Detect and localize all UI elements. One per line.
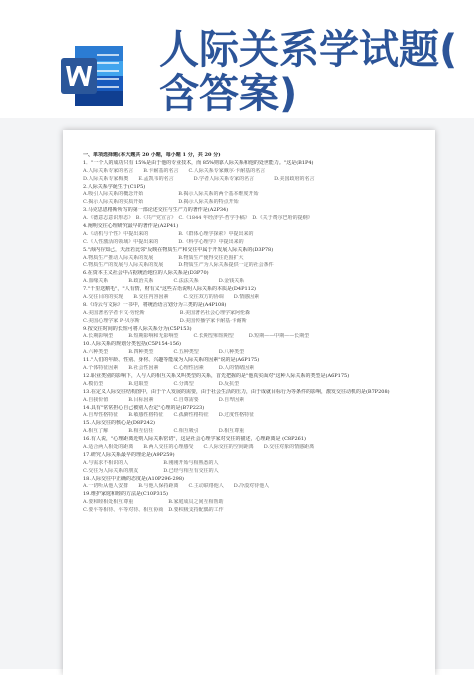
document-title — [159, 28, 459, 116]
question-line: 19.维护家庭和睦的方法是(C10P315) — [83, 491, 168, 498]
question-line: 9.按交往时间的长短可将人际关系分为(C5P153) — [83, 325, 192, 332]
option-line: A.模仿型 B.进取型 C.分离型 D.反抗型 — [83, 380, 240, 387]
section-heading: 一、单项选择题(本大题共 20 小题，每小题 1 分，共 20 分) — [83, 152, 221, 158]
question-line: 8.《诗云与文际》一书中，将统治语言划分为三类的是(A4P108) — [83, 301, 227, 308]
question-line: 13.在定义人际交往结构图中，由于个人发展的需要，由于社会生活的压力，由于成就目标行为等条件的影响，激发交往动机的是(B7P208) — [83, 388, 390, 395]
option-line: C.物质生产的发展与人际关系的发展 D.物质生产为人际关系提供一定的社会条件 — [83, 262, 274, 269]
question-line: 11."人们的年龄、性别、身材、兴趣等能成为人际关系的因素"说的是(A6P175) — [83, 357, 260, 364]
question-line: 5."海内存知己，天涯若比邻"反映在物质生产和交往中属于开发展人际关系的(D3P78) — [83, 246, 274, 253]
document-body — [83, 152, 423, 515]
question-line: 7."千里送鹅毛"，"人有情，财有义"这些古语说明人际关系的本质是(D4P112) — [83, 286, 256, 293]
option-line: A.自卑性格特征 B.敏感性格特征 C.孤僻性格特征 D.过度性格特征 — [83, 412, 255, 419]
title-line-1: 人际关系学试题( — [159, 27, 458, 73]
question-line: 3.马克思恩格斯所写的第一部论述交往与生产力的著作是(A2P34) — [83, 207, 229, 214]
option-line: A.《动机与个性》中提出来的 B.《群体心理学探索》中提出来的 — [83, 230, 254, 237]
option-line: A.自我价值 B.目标因素 C.自尊需要 D.自卑因素 — [83, 396, 245, 403]
option-line: A.吸引人际关系的概念开始 B.揭示人际关系的两个基本维度开始 — [83, 191, 259, 198]
option-line: A.《德意志意识形态》 B.《共产党宣言》 C.《1844 年经济学-哲学手稿》 D.《关于费尔巴哈的提纲》 — [83, 215, 313, 222]
option-line: A.相互了解 B.相互信任 C.相互吸引 D.相互尊重 — [83, 428, 245, 435]
option-line: A.长期影响型 B.短期影响和无影响型 C.长期型和短期型 D.短期——中期——长期型 — [83, 333, 310, 340]
question-line: 16.有人说，"心理距离近则人际关系密切"，这是社会心理学家对交往的描述，心理距离是 (C8P261) — [83, 436, 306, 443]
question-line: 10.人际关系的规划分类包括(C5P154-156) — [83, 341, 182, 348]
title-line-2: 含答案) — [159, 71, 298, 117]
option-line: D.人际关系专家梅奥 E.孟凯韦的名言 D.学者人际关系专家的名言 D.美国政府的名言 — [83, 175, 315, 182]
option-line: A.六种类型 B.四种类型 C.五种类型 D.八种类型 — [83, 349, 245, 356]
document-preview-area — [0, 118, 474, 669]
word-document-icon — [57, 40, 127, 112]
option-line: C.美国心理学家 P·贝尔斯 D.美国传播学家卡耐基·卡耐斯 — [83, 317, 247, 324]
option-line: C.《人性激活的领域》中提出来的 D.《科学心理学》中提出来的 — [83, 238, 244, 245]
option-line: A.人际关系专家的名言 B.卡耐基的名言 C.人际关系专家戴尔·卡耐基的名言 — [83, 167, 266, 174]
header — [0, 0, 474, 120]
option-line: A.与需求不相识的人 B.刚刚开始与相熟悉的人 — [83, 459, 219, 466]
option-line: A.一切听从他人安排 B.与他人保持距离 C.主动联络他人 D.冷漠对待他人 — [83, 483, 270, 490]
question-line: 6.在资本主义社会中占据统治地位的人际关系是(D3P70) — [83, 270, 209, 277]
question-line: 12.职业类别的影响下，人与人的相互关系又叫类型的关系，首先把握的是"他真实面对"这种人际关系的类型是(A6P175) — [83, 372, 350, 379]
question-line: 1．"一个人的成功只有 15%是由于他的专业技术，而 85%则靠人际关系和他的处世能力。"这是(B1P4) — [83, 159, 314, 166]
question-line: 4.阐明交往心理研究最早的著作是(A2P41) — [83, 223, 179, 230]
option-line: A.要和睦相处相互尊重 B.家庭成员之间互相帮助 — [83, 499, 224, 506]
document-page — [63, 130, 435, 675]
question-line: 15.人际交往的核心是(D8P242) — [83, 420, 155, 427]
option-line: C.揭示人际关系的实质开始 D.揭示人际关系的特点开始 — [83, 199, 239, 206]
option-line: A.美国著名学者卡文·劳伦斯 B.美国著名社会心理学家阿伦森 — [83, 309, 251, 316]
option-line: C.要平等相待、平等对待、相互协商 D.要积极支持配偶的工作 — [83, 507, 224, 514]
option-line: A.血缘关系 B.政治关系 C.法法关系 D.金钱关系 — [83, 278, 245, 285]
question-line: 17.研究人际关系最早的理论是(A9P259) — [83, 451, 175, 458]
option-line: A.个体特征因素 B.社会性因素 C.心理性因素 D.人的情绪因素 — [83, 365, 255, 372]
question-line: 18.人际交往中正确的态度是(A10P296-298) — [83, 475, 184, 482]
option-line: C.交往为人际关系的朋友 D.已经与相互有交往的人 — [83, 467, 219, 474]
question-line: 14.具有"常常担心自己被别人否定"心理的是(B7P223) — [83, 404, 205, 411]
option-line: A.适合两人相处的距离 B.两人交往的心理感受 C.人际交往的空间距离 D.交往对象的情感距离 — [83, 443, 315, 450]
option-line: A.物质生产推动人际关系的发展 B.物质生产使得交往范围扩大 — [83, 254, 244, 261]
question-line: 2.人际关系学诞生于(C1P5) — [83, 183, 146, 190]
option-line: A.交往目的的实现 B.交往内容因素 C.交往双方的协调 D.情感因素 — [83, 294, 260, 301]
